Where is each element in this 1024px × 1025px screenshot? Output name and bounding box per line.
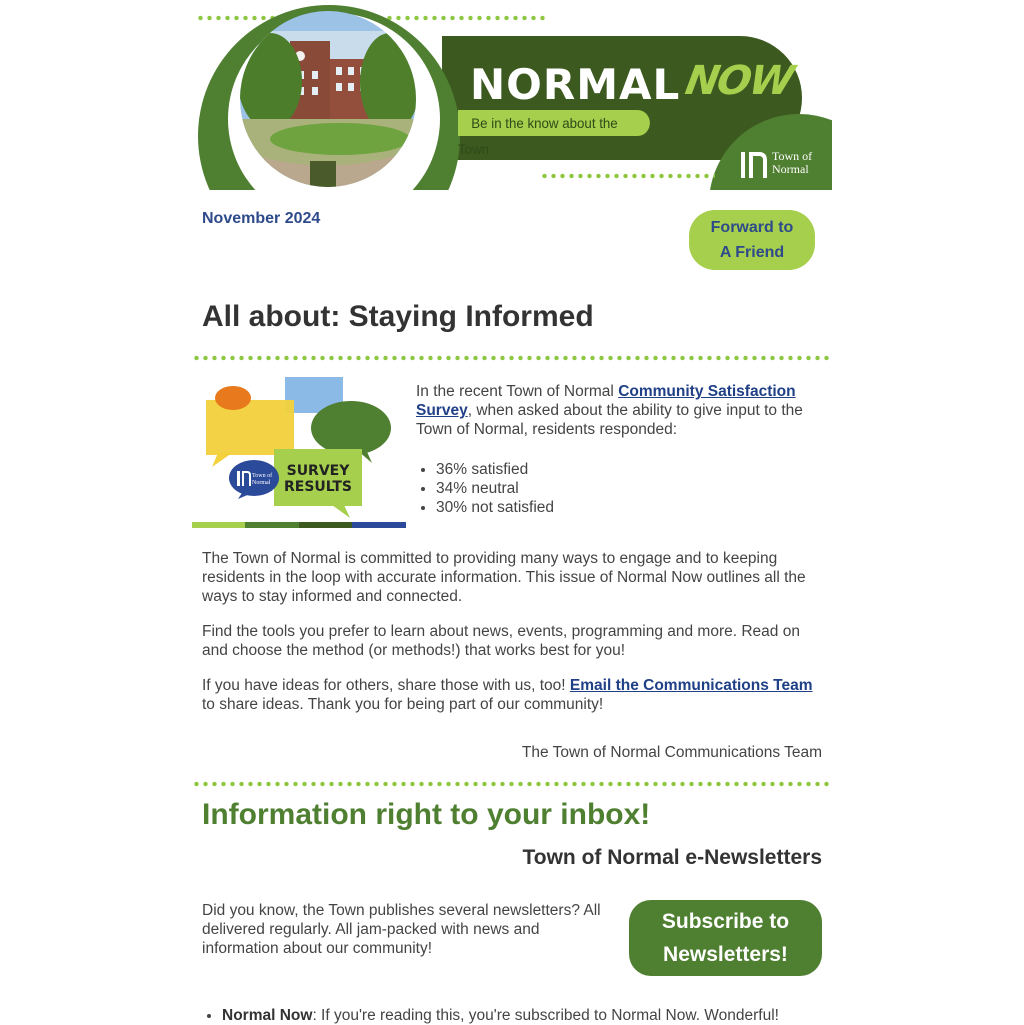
header-banner — [192, 0, 832, 190]
newsletter — [192, 0, 832, 1024]
survey-logo-line1: Town of — [252, 473, 273, 479]
survey-intro: In the recent Town of Normal Community Satisfaction Survey, when asked about the ability to give input to the Town of Normal, residents responded: — [416, 383, 803, 438]
survey-logo-line2: Normal — [252, 480, 271, 486]
subscribe-button[interactable]: Subscribe to Newsletters! — [629, 900, 822, 976]
email-communications-link[interactable]: Email the Communications Team — [569, 677, 813, 694]
tagline: Be in the know about the Town — [458, 110, 650, 136]
list-item: • 36% satisfied — [436, 460, 554, 479]
survey-stats-list — [416, 460, 554, 517]
survey-results-image — [192, 375, 406, 528]
paragraph: Find the tools you prefer to learn about news, events, programming and more. Read on and choose the method (or methods!) that works best for you! — [202, 623, 800, 659]
paragraph: If you have ideas for others, share those with us, too! Email the Communications Team to share ideas. Thank you for being part of our community! — [202, 677, 813, 713]
town-logo-text: Town of Normal — [772, 149, 813, 176]
list-item: • Normal Now: If you're reading this, you're subscribed to Normal Now. Wonderful! — [222, 1006, 842, 1025]
town-logo-icon — [739, 148, 769, 180]
section-heading: All about: Staying Informed — [202, 300, 594, 333]
newsletter-description: Did you know, the Town publishes several newsletters? All delivered regularly. All jam-packed with news and information about our community! — [202, 902, 601, 957]
survey-label-line1: SURVEY — [286, 463, 350, 479]
newsletter-title-accent: NOW — [681, 58, 796, 104]
signature: The Town of Normal Communications Team — [521, 744, 822, 761]
town-hall-photo — [240, 11, 416, 187]
section-subheading: Town of Normal e-Newsletters — [522, 846, 822, 869]
issue-date: November 2024 — [202, 210, 321, 227]
forward-to-friend-button[interactable]: Forward to A Friend — [689, 210, 815, 270]
dotted-divider — [192, 781, 832, 787]
dotted-divider — [540, 173, 715, 179]
survey-label-line2: RESULTS — [283, 479, 353, 495]
list-item: • 30% not satisfied — [436, 498, 554, 517]
list-item: • 34% neutral — [436, 479, 554, 498]
newsletter-list — [202, 1006, 842, 1025]
dotted-divider — [192, 355, 832, 361]
newsletter-title: NORMAL — [470, 60, 681, 109]
paragraph: The Town of Normal is committed to providing many ways to engage and to keeping residents in the loop with accurate information. This issue of Normal Now outlines all the ways to stay informed and connected. — [202, 550, 806, 605]
section-heading: Information right to your inbox! — [202, 798, 651, 831]
community-survey-link[interactable]: Community Satisfaction Survey — [416, 383, 796, 419]
